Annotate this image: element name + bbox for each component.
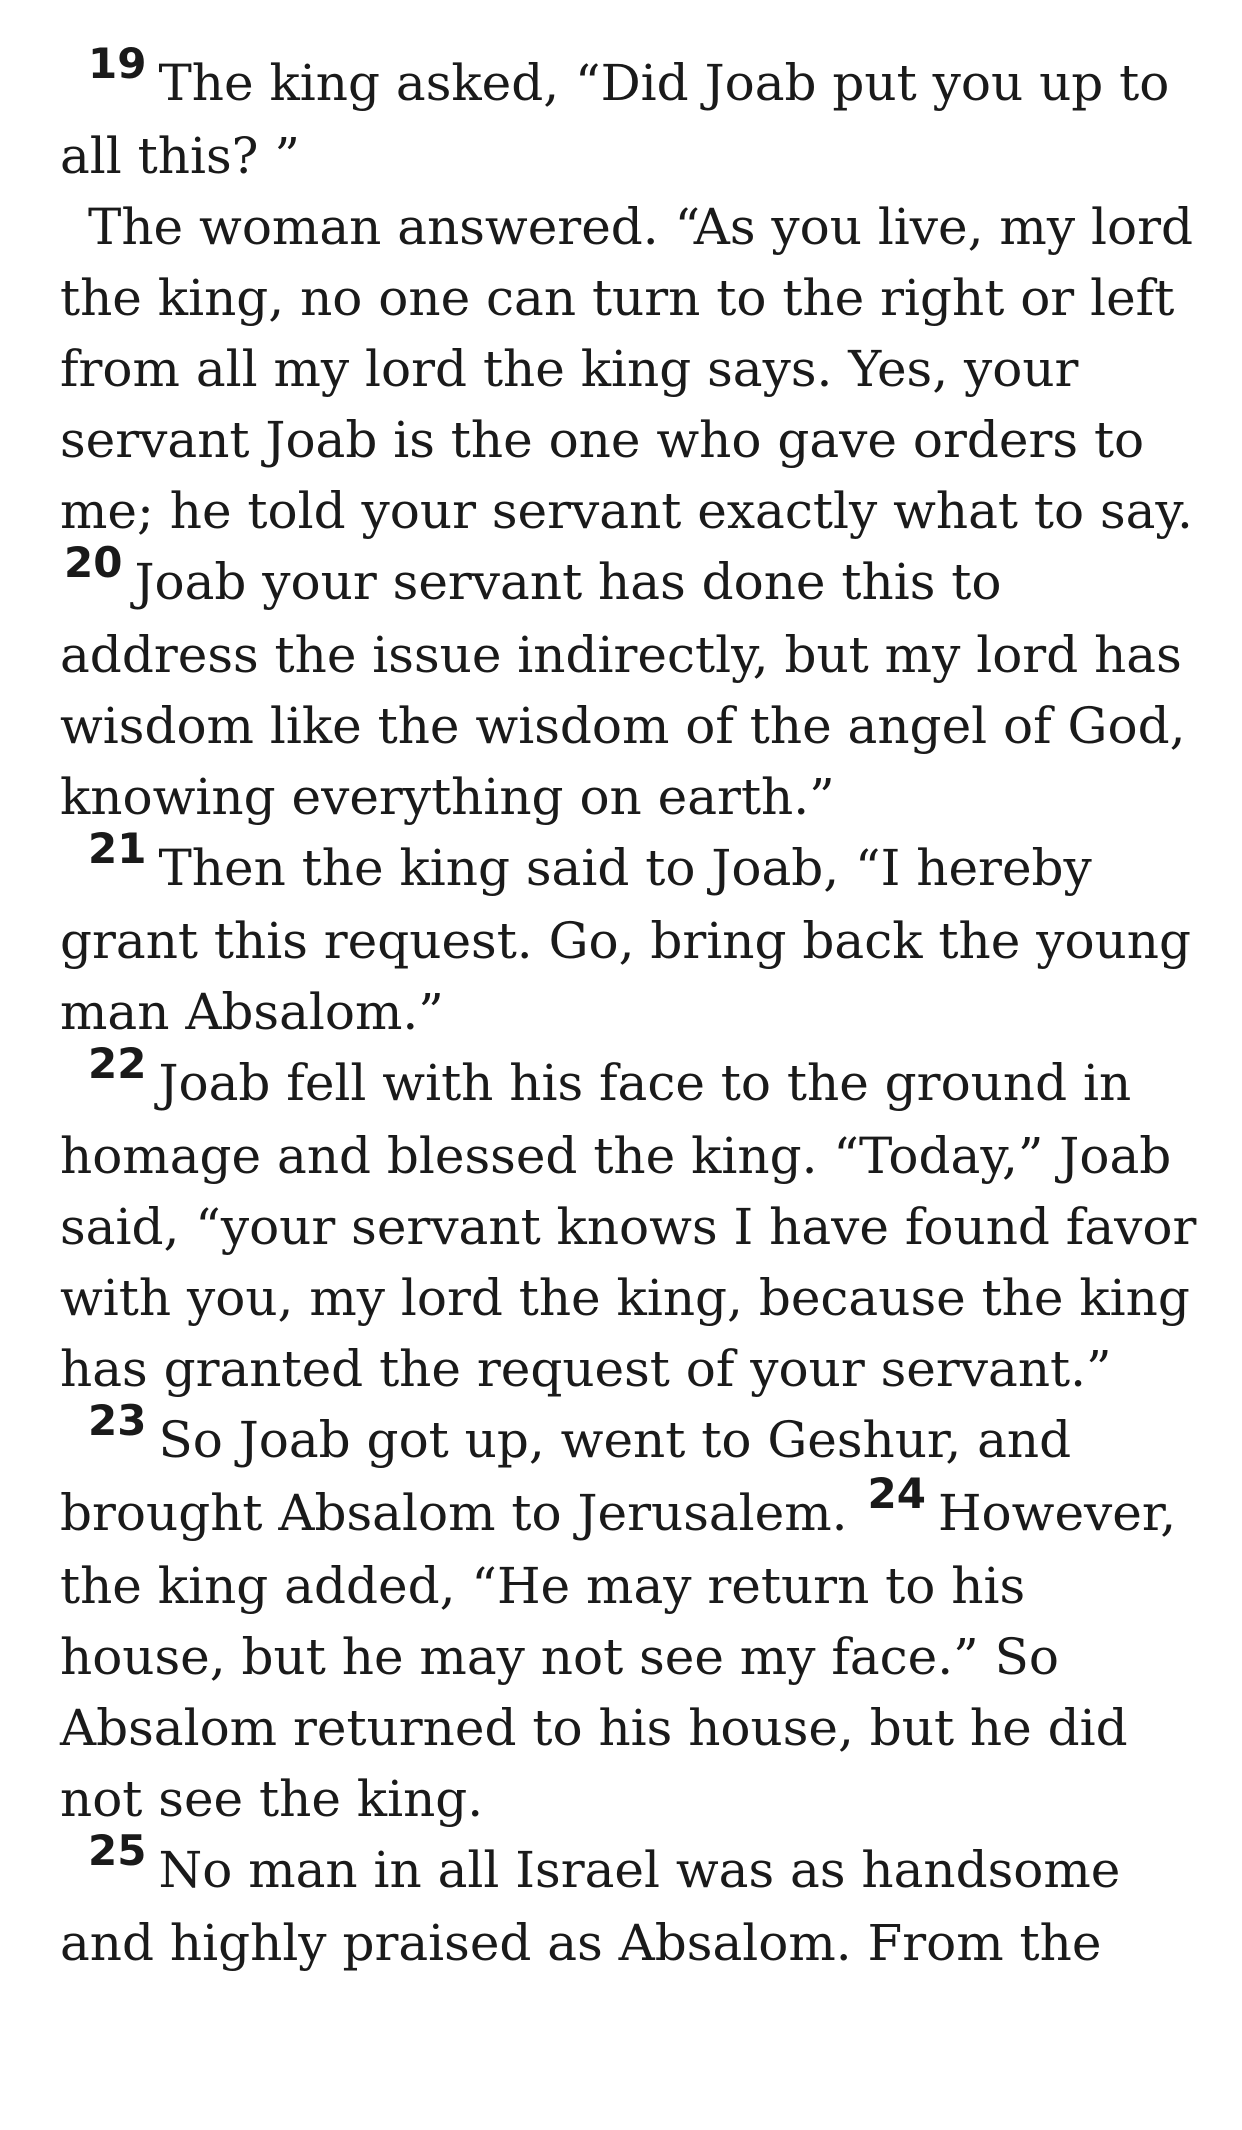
verse-number: 22 xyxy=(88,1039,147,1088)
verse-text: No man in all Israel was as handsome and highly praised as Absalom. From the xyxy=(60,1841,1121,1972)
verse-23-paragraph xyxy=(60,1396,1206,1835)
verse-number: 20 xyxy=(64,538,123,587)
verse-text: Then the king said to Joab, “I hereby grant this request. Go, bring back the young man Absalom.” xyxy=(60,839,1191,1041)
verse-25-paragraph xyxy=(60,1826,1206,1979)
verse-number: 19 xyxy=(88,39,147,88)
verse-number: 23 xyxy=(88,1396,147,1445)
verse-text: So Joab got up, went to Geshur, and brought Absalom to Jerusalem. xyxy=(60,1411,1072,1542)
verse-19-paragraph xyxy=(60,39,1206,192)
verse-21-paragraph xyxy=(60,824,1206,1048)
verse-19-continuation-paragraph xyxy=(60,192,1206,833)
verse-22-paragraph xyxy=(60,1039,1206,1405)
verse-text: The woman answered. “As you live, my lord the king, no one can turn to the right or left from all my lord the king says. Yes, your servant Joab is the one who gave orders to me; he told your servant exactly what to say. xyxy=(60,198,1193,540)
verse-text: The king asked, “Did Joab put you up to all this? ” xyxy=(60,54,1170,185)
verse-number: 21 xyxy=(88,824,147,873)
verse-text: Joab your servant has done this to address the issue indirectly, but my lord has wisdom like the wisdom of the angel of God, knowing everything on earth.” xyxy=(60,553,1186,826)
verse-number: 25 xyxy=(88,1826,147,1875)
verse-text: However, the king added, “He may return to his house, but he may not see my face.” So Absalom returned to his house, but he did not see the king. xyxy=(60,1484,1177,1828)
verse-number: 24 xyxy=(867,1469,926,1518)
verse-text: Joab fell with his face to the ground in homage and blessed the king. “Today,” Joab said, “your servant knows I have found favor with you, my lord the king, because the king has granted the request of your servant.” xyxy=(60,1054,1197,1398)
